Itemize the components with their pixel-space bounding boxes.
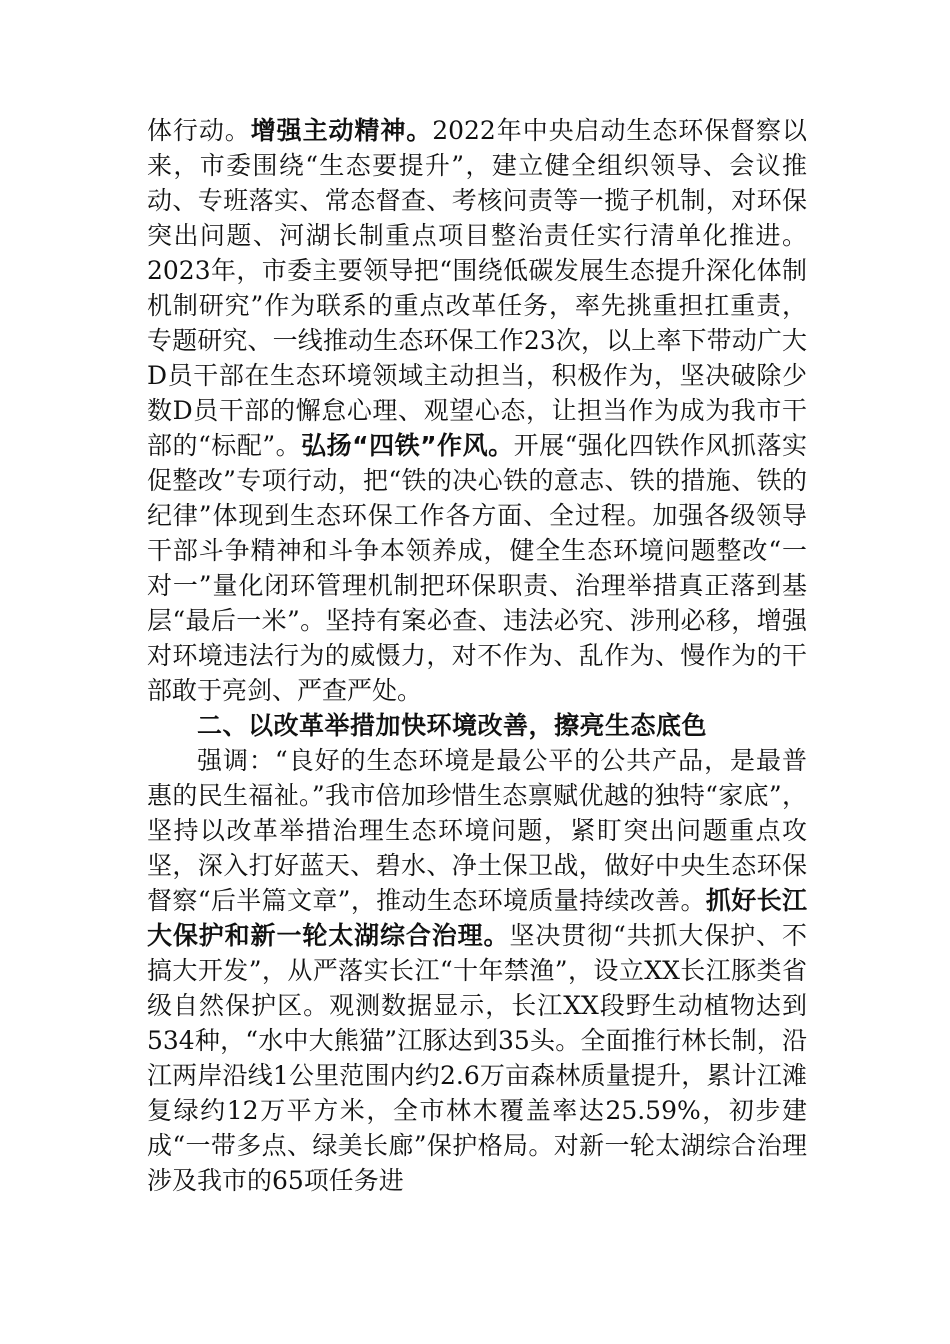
text-run: 强调：“良好的生态环境是最公平的公共产品，是最普惠的民生福祉。”我市倍加珍惜生态禀赋优越的独特“家底”，坚持以改革举措治理生态环境问题，紧盯突出问题重点攻坚，深入打好蓝天、碧水、净土保卫战，做好中央生态环保督察“后半篇文章”，推动生态环境质量持续改善。 xyxy=(147,746,807,915)
bold-lead-phrase: 弘扬“四铁”作风。 xyxy=(301,431,514,460)
section-heading: 二、以改革举措加快环境改善，擦亮生态底色 xyxy=(197,711,708,740)
paragraph xyxy=(147,743,807,1198)
bold-lead-phrase: 抓好长江大保护和新一轮太湖综合治理。 xyxy=(147,886,807,950)
paragraph-continuation xyxy=(147,113,807,708)
text-run: 坚决贯彻“共抓大保护、不搞大开发”，从严落实长江“十年禁渔”，设立XX长江豚类省级自然保护区。观测数据显示，长江XX段野生动植物达到534种，“水中大熊猫”江豚达到35头。全面推行林长制，沿江两岸沿线1公里范围内约2.6万亩森林质量提升，累计江滩复绿约12万平方米，全市林木覆盖率达25.59%，初步建成“一带多点、绿美长廊”保护格局。对新一轮太湖综合治理涉及我市的65项任务进 xyxy=(147,921,807,1195)
text-run: 体行动。 xyxy=(147,116,251,145)
text-run: 开展“强化四铁作风抓落实促整改”专项行动，把“铁的决心铁的意志、铁的措施、铁的纪律”体现到生态环保工作各方面、全过程。加强各级领导干部斗争精神和斗争本领养成，健全生态环境问题整改“一对一”量化闭环管理机制把环保职责、治理举措真正落到基层“最后一米”。坚持有案必查、违法必究、涉刑必移，增强对环境违法行为的威慑力，对不作为、乱作为、慢作为的干部敢于亮剑、严查严处。 xyxy=(147,431,807,705)
text-run: 2022年中央启动生态环保督察以来，市委围绕“生态要提升”，建立健全组织领导、会议推动、专班落实、常态督查、考核问责等一揽子机制，对环保突出问题、河湖长制重点项目整治责任实行清单化推进。2023年，市委主要领导把“围绕低碳发展生态提升深化体制机制研究”作为联系的重点改革任务，率先挑重担扛重责，专题研究、一线推动生态环保工作23次，以上率下带动广大D员干部在生态环境领域主动担当，积极作为，坚决破除少数D员干部的懈怠心理、观望心态，让担当作为成为我市干部的“标配”。 xyxy=(147,116,807,460)
document-body xyxy=(147,113,807,1198)
bold-lead-phrase: 增强主动精神。 xyxy=(250,116,433,145)
